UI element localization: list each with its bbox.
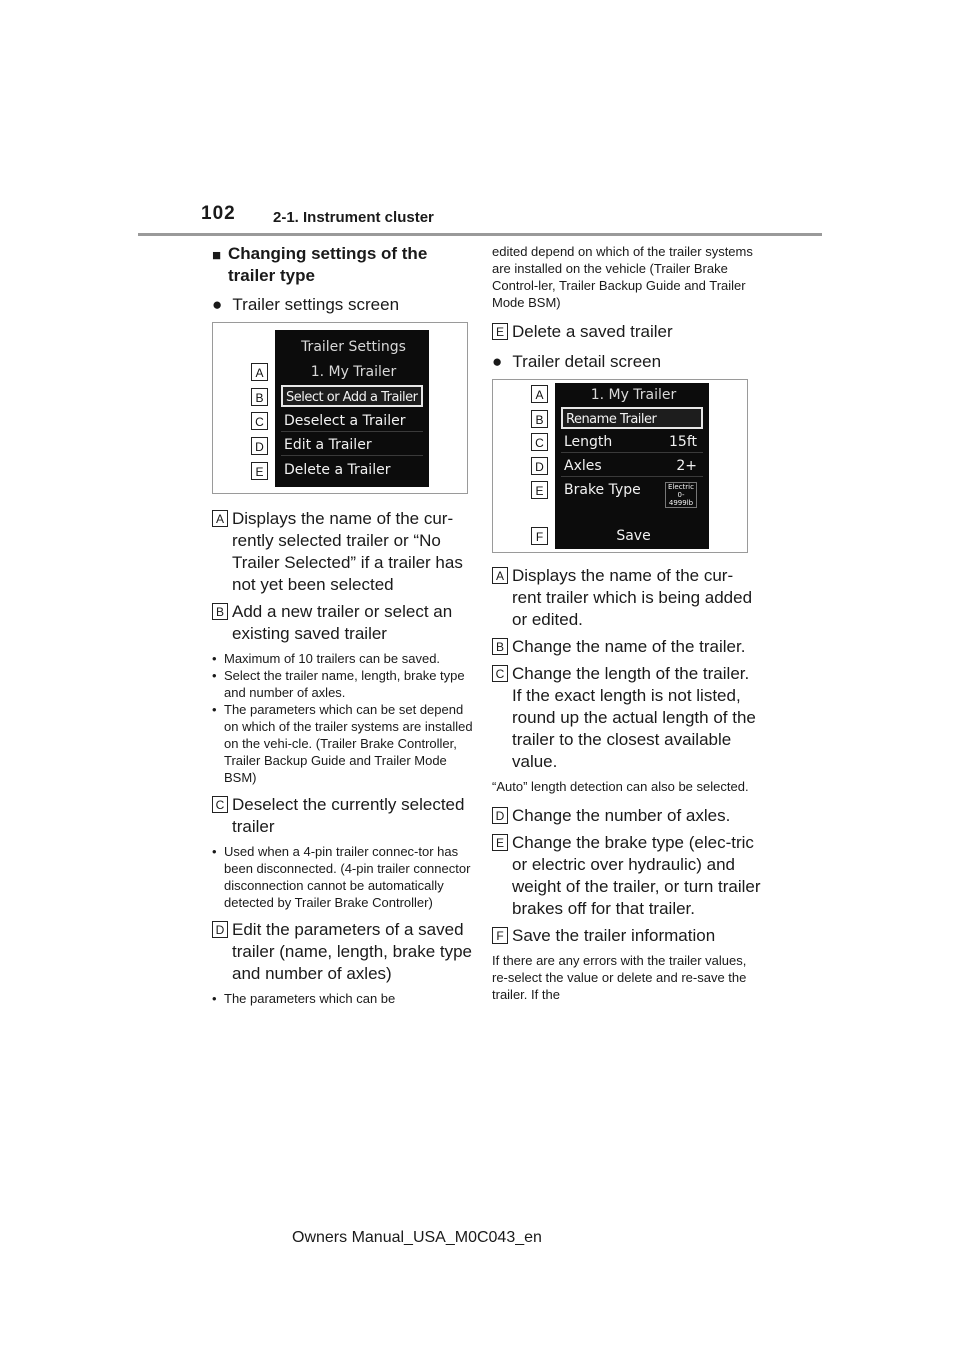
item-c [492,663,762,773]
page-number: 102 [201,203,236,224]
letter-badge: B [492,638,508,655]
item-d [212,919,474,985]
header-rule [138,233,822,236]
item-b [212,601,474,645]
letter-badge: C [492,665,508,682]
row-value: Electric 0-4999lb [665,482,697,508]
screen-caption [212,294,474,316]
item-text: Add a new trailer or select an existing saved trailer [232,602,453,643]
footer-text: Owners Manual_USA_M0C043_en [292,1229,542,1246]
left-column [212,243,474,1015]
item-b-notes [212,650,474,786]
screen-title: Trailer Settings [301,339,406,355]
square-bullet-icon: ■ [212,247,222,264]
screen-row-length[interactable] [561,431,703,453]
screen-caption [492,351,762,373]
trailer-settings-figure [212,322,468,494]
letter-badge: D [212,921,228,938]
screen-row-rename[interactable] [561,407,703,429]
item-c-note: “Auto” length detection can also be selected. [492,779,749,794]
screen-row-deselect[interactable]: Deselect a Trailer [281,410,423,432]
item-text: Displays the name of the cur-rent trailer which is being added or edited. [512,566,753,629]
item-text: Edit the parameters of a saved trailer (name, length, brake type and number of axles) [232,920,473,983]
screen-caption-text: Trailer detail screen [512,352,662,371]
item-f [492,925,762,947]
figure-label-c: C [531,433,548,451]
letter-badge: E [492,323,508,340]
row-label: Brake Type [564,482,641,498]
item-text: Displays the name of the cur-rently selected trailer or “No Trailer Selected” if a trailer has not yet been selected [232,509,463,594]
letter-badge: E [492,834,508,851]
item-c-notes [212,843,474,911]
list-item: • The parameters which can be [212,990,474,1007]
letter-badge: F [492,927,508,944]
continuation-text: edited depend on which of the trailer systems are installed on the vehicle (Trailer Brake Control-ler, Trailer Backup Guide and Trailer Mode BSM) [492,244,753,310]
figure-label-f: F [531,527,548,545]
trailer-settings-screen [275,330,429,487]
figure-label-d: D [251,437,268,455]
screen-row-select-add[interactable]: Select or Add a Trailer [281,385,423,407]
item-text: Save the trailer information [512,926,716,945]
item-a [492,565,762,631]
item-text: Delete a saved trailer [512,322,673,341]
screen-row-edit[interactable]: Edit a Trailer [281,434,423,456]
row-label: Axles [564,458,602,474]
round-bullet-icon: ● [212,295,223,314]
list-item: • The parameters which can be set depend on which of the trailer systems are installed on the vehi-cle. (Trailer Brake Controller, Trailer Backup Guide and Trailer Mode BSM) [212,701,474,786]
row-label: Rename Trailer [566,412,657,427]
save-button[interactable]: Save [616,528,651,544]
list-item: • Maximum of 10 trailers can be saved. [212,650,474,667]
screen-row-brake-type[interactable] [561,479,703,507]
trailer-detail-screen [555,383,709,549]
round-bullet-icon: ● [492,352,503,371]
right-column [492,243,762,1013]
item-text: Change the length of the trailer. If the exact length is not listed, round up the actual length of the trailer to the closest available value. [512,664,756,771]
letter-badge: A [492,567,508,584]
section-heading [212,243,474,287]
item-e-delete [492,321,762,343]
trailer-detail-figure [492,379,748,553]
section-heading-text: Changing settings of the trailer type [228,244,428,285]
figure-label-c: C [251,412,268,430]
row-value: 2+ [676,458,697,474]
letter-badge: A [212,510,228,527]
section-title: 2-1. Instrument cluster [273,209,434,226]
figure-label-a: A [251,363,268,381]
screen-title: 1. My Trailer [590,387,677,403]
screen-row-axles[interactable] [561,455,703,477]
screen-row-delete[interactable]: Delete a Trailer [284,462,391,478]
item-f-note: If there are any errors with the trailer values, re-select the value or delete and re-save the trailer. If the [492,953,747,1002]
figure-label-b: B [251,388,268,406]
letter-badge: D [492,807,508,824]
list-item: • Select the trailer name, length, brake type and number of axles. [212,667,474,701]
item-text: Deselect the currently selected trailer [232,795,465,836]
letter-badge: C [212,796,228,813]
screen-caption-text: Trailer settings screen [232,295,400,314]
figure-label-e: E [531,481,548,499]
figure-label-a: A [531,385,548,403]
figure-label-e: E [251,462,268,480]
item-e [492,832,762,920]
screen-row-my-trailer: 1. My Trailer [310,364,397,380]
item-a [212,508,474,596]
letter-badge: B [212,603,228,620]
list-item: • Used when a 4-pin trailer connec-tor has been disconnected. (4-pin trailer connector disconnection cannot be automatically detected by Trailer Brake Controller) [212,843,474,911]
item-d [492,805,762,827]
item-b [492,636,762,658]
item-c [212,794,474,838]
item-text: Change the number of axles. [512,806,731,825]
figure-label-d: D [531,457,548,475]
figure-label-b: B [531,410,548,428]
item-text: Change the brake type (elec-tric or electric over hydraulic) and weight of the trailer, or turn trailer brakes off for that trailer. [512,833,761,918]
row-value: 15ft [669,434,697,450]
item-text: Change the name of the trailer. [512,637,746,656]
item-d-notes [212,990,474,1007]
row-label: Length [564,434,613,450]
